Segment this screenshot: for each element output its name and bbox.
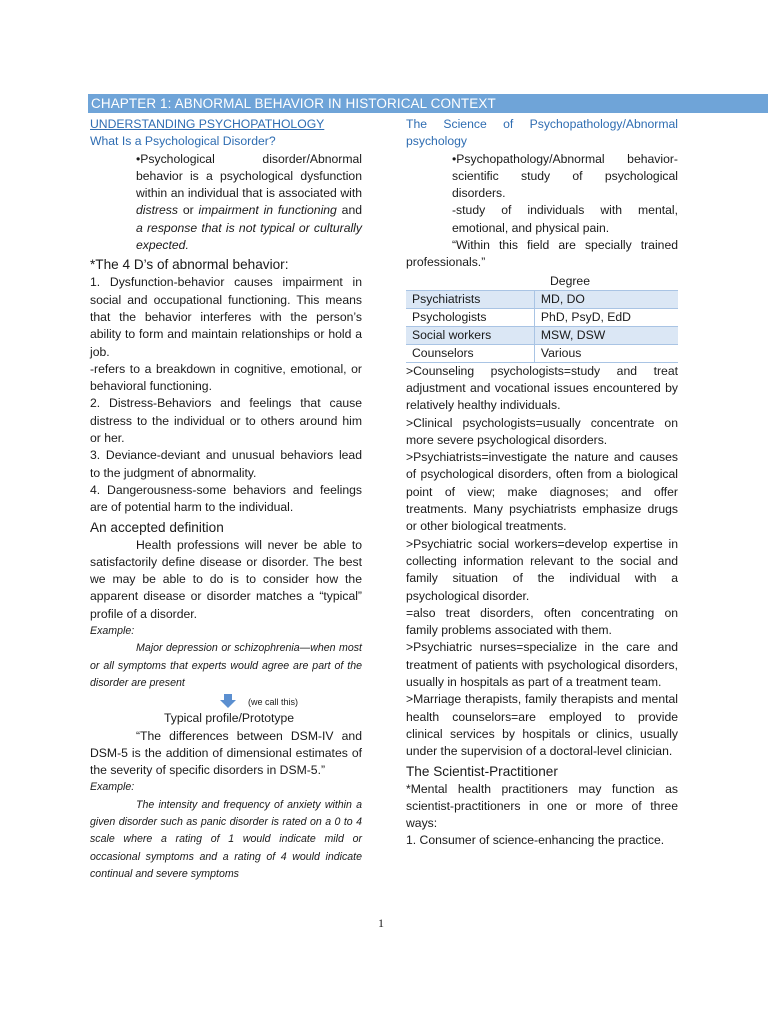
professions-table bbox=[406, 290, 678, 363]
table-row bbox=[406, 344, 678, 362]
role-cell: Psychiatrists bbox=[406, 290, 534, 308]
down-arrow-icon-head bbox=[220, 700, 236, 708]
section-heading: UNDERSTANDING PSYCHOPATHOLOGY bbox=[90, 117, 325, 131]
term-response: a response that is not typical or culturally expected. bbox=[136, 220, 362, 253]
example-label: Example: bbox=[90, 625, 135, 638]
bullet-text: and bbox=[336, 203, 362, 218]
dsm-quote: “The differences between DSM-IV and DSM-5 is the addition of dimensional estimates of the severity of specific disorders in DSM-5.” bbox=[90, 728, 362, 778]
professionals-quote: “Within this field are specially trained professionals.” bbox=[406, 238, 678, 270]
question-heading: What Is a Psychological Disorder? bbox=[90, 134, 276, 149]
marriage-therapists: >Marriage therapists, family therapists and mental health counselors=are employed to provide clinical services by hospitals or clinics, usually under the supervision of a doctoral-level clinician. bbox=[406, 692, 678, 759]
clinical-psychologists: >Clinical psychologists=usually concentrate on more severe psychological disorders. bbox=[406, 415, 678, 447]
example-text: Major depression or schizophrenia—when most or all symptoms that experts would agree are part of the disorder are present bbox=[90, 642, 362, 689]
scientist-practitioner-heading: The Scientist-Practitioner bbox=[406, 763, 558, 779]
science-heading: The Science of Psychopathology/Abnormal psychology bbox=[406, 117, 678, 149]
table-row bbox=[406, 290, 678, 308]
four-ds-heading: *The 4 D’s of abnormal behavior: bbox=[90, 257, 289, 273]
term-impairment: impairment in functioning bbox=[198, 203, 337, 218]
psychiatric-social-workers: >Psychiatric social workers=develop expertise in collecting information relevant to the social and family situation of the individual with a psychological disorder. bbox=[406, 536, 678, 603]
role-cell: Counselors bbox=[406, 344, 534, 362]
degree-cell: MD, DO bbox=[534, 290, 678, 308]
definition-heading: An accepted definition bbox=[90, 519, 224, 535]
psychiatrists: >Psychiatrists=investigate the nature and causes of psychological disorders, often from a biological point of view; make diagnoses; and offer treatments. Many psychiatrists emphasize drugs or other biological treatments. bbox=[406, 450, 678, 534]
term-distress: distress bbox=[136, 203, 178, 218]
left-column bbox=[90, 116, 362, 883]
page-number: 1 bbox=[378, 916, 384, 930]
arrow-row bbox=[90, 692, 362, 710]
psychiatric-nurses: >Psychiatric nurses=specialize in the care and treatment of patients with psychological disorders, usually in hospitals as part of a treatment team. bbox=[406, 640, 678, 690]
chapter-banner: CHAPTER 1: ABNORMAL BEHAVIOR IN HISTORICAL CONTEXT bbox=[88, 94, 768, 113]
counseling-psychologists: >Counseling psychologists=study and treat adjustment and vocational issues encountered by relatively healthy individuals. bbox=[406, 363, 678, 413]
social-workers-note: =also treat disorders, often concentrating on family problems associated with them. bbox=[406, 605, 678, 638]
role-cell: Psychologists bbox=[406, 308, 534, 326]
d-item-distress: 2. Distress-Behaviors and feelings that cause distress to the individual or to others around him or her. bbox=[90, 396, 362, 446]
degree-cell: MSW, DSW bbox=[534, 326, 678, 344]
degree-cell: Various bbox=[534, 344, 678, 362]
table-row bbox=[406, 308, 678, 326]
example-label: Example: bbox=[90, 781, 135, 794]
definition-paragraph: Health professions will never be able to satisfactorily define disease or disorder. The best we may be able to do is to consider how the apparent disease or disorder matches a “typical” profile of a disorder. bbox=[90, 537, 362, 621]
science-bullet: •Psychopathology/Abnormal behavior- scientific study of psychological disorders. bbox=[452, 151, 678, 201]
role-cell: Social workers bbox=[406, 326, 534, 344]
bullet-text: or bbox=[178, 203, 199, 218]
example-text: The intensity and frequency of anxiety within a given disorder such as panic disorder is rated on a 0 to 4 scale where a rating of 1 would indicate mild or occasional symptoms and a rating of 4 would indicate continual and severe symptoms bbox=[90, 798, 362, 880]
d-item-dysfunction: 1. Dysfunction-behavior causes impairment in social and occupational functioning. This means that the behavior interferes with the person’s ability to form and maintain relationships or hold a job. bbox=[90, 275, 362, 359]
right-column bbox=[406, 116, 678, 850]
d-item-dysfunction-note: -refers to a breakdown in cognitive, emotional, or behavioral functioning. bbox=[90, 361, 362, 394]
typical-profile: Typical profile/Prototype bbox=[164, 711, 295, 726]
d-item-dangerousness: 4. Dangerousness-some behaviors and feelings are of potential harm to the individual. bbox=[90, 482, 362, 515]
we-call-this-note: (we call this) bbox=[248, 697, 299, 708]
d-item-deviance: 3. Deviance-deviant and unusual behaviors lead to the judgment of abnormality. bbox=[90, 448, 362, 480]
scientist-practitioner-item: 1. Consumer of science-enhancing the practice. bbox=[406, 833, 665, 848]
bullet-text: •Psychological disorder/Abnormal behavior is a psychological dysfunction within an individual that is associated with bbox=[136, 151, 362, 201]
definition-bullet bbox=[90, 151, 362, 255]
degree-cell: PhD, PsyD, EdD bbox=[534, 308, 678, 326]
scientist-practitioner-paragraph: *Mental health practitioners may function as scientist-practitioners in one or more of three ways: bbox=[406, 781, 678, 831]
degree-header: Degree bbox=[550, 273, 590, 288]
table-row bbox=[406, 326, 678, 344]
science-bullet-note: -study of individuals with mental, emotional, and physical pain. bbox=[452, 203, 678, 235]
